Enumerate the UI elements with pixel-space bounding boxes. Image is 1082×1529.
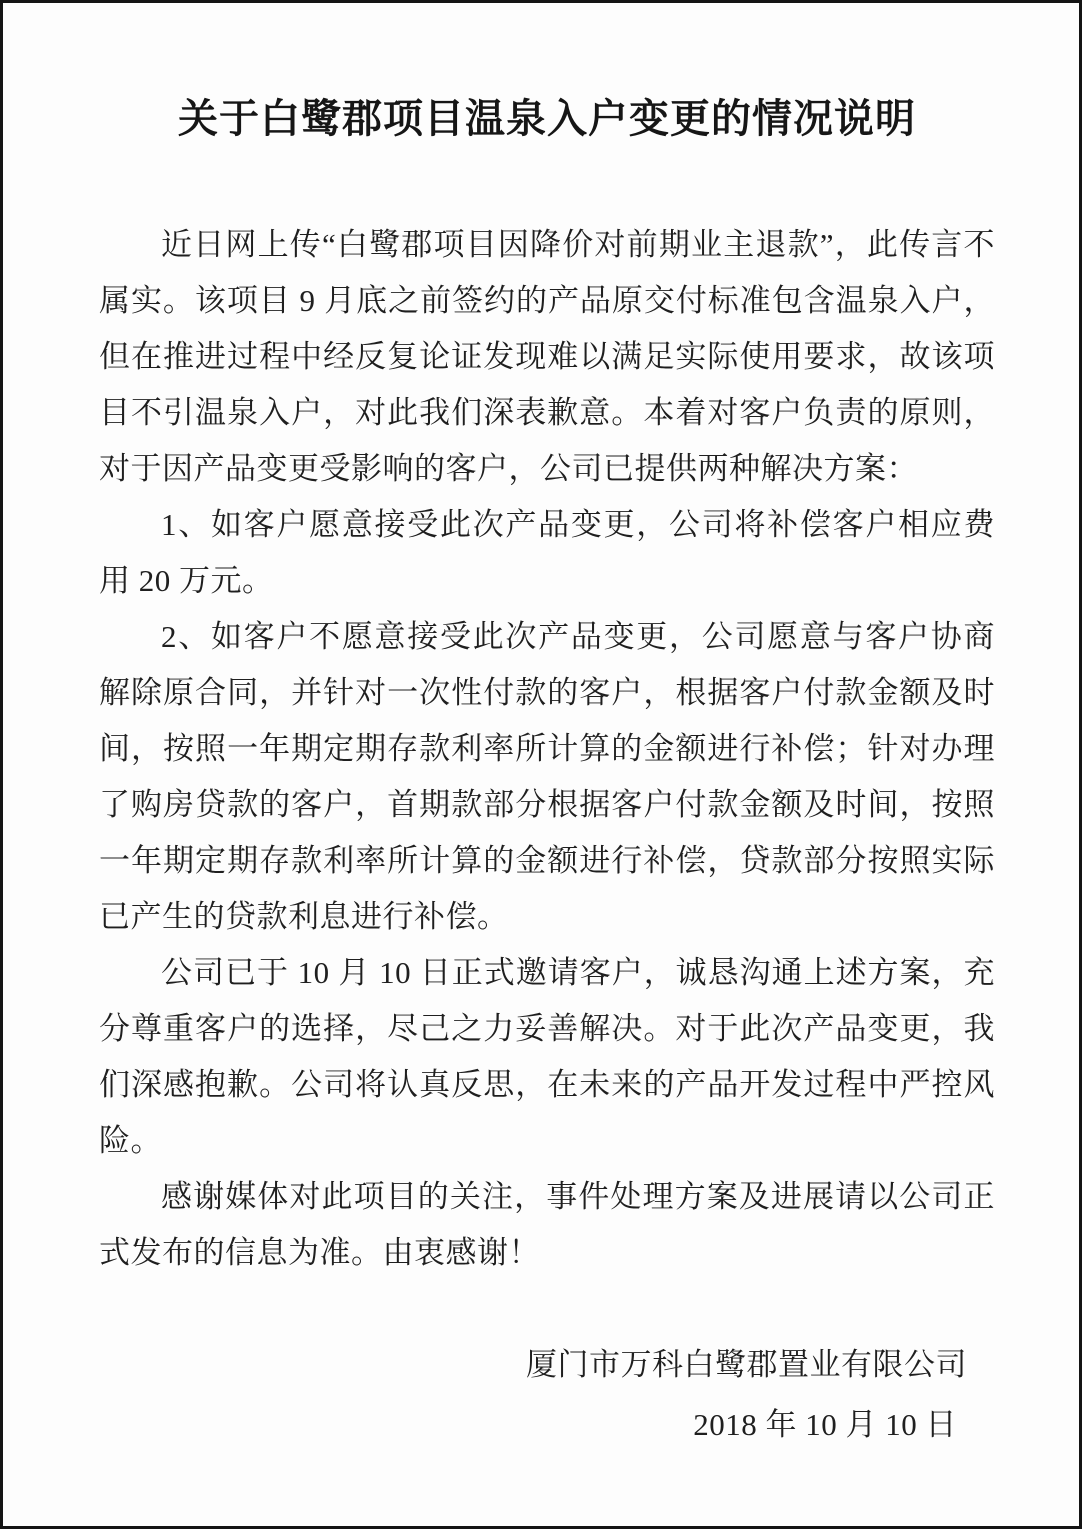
page-title: 关于白鹭郡项目温泉入户变更的情况说明 [178,97,916,141]
document-body [99,217,995,1281]
paragraph-intro: 近日网上传“白鹭郡项目因降价对前期业主退款”，此传言不属实。该项目 9 月底之前签约的产品原交付标准包含温泉入户，但在推进过程中经反复论证发现难以满足实际使用要求，故该项目不引温泉入户，对此我们深表歉意。本着对客户负责的原则，对于因产品变更受影响的客户，公司已提供两种解决方案： [99,227,995,486]
signature-block [99,1335,995,1455]
paragraph-option-2: 2、如客户不愿意接受此次产品变更，公司愿意与客户协商解除原合同，并针对一次性付款的客户，根据客户付款金额及时间，按照一年期定期存款利率所计算的金额进行补偿；针对办理了购房贷款的客户，首期款部分根据客户付款金额及时间，按照一年期定期存款利率所计算的金额进行补偿，贷款部分按照实际已产生的贷款利息进行补偿。 [99,619,995,934]
document-content [3,3,1079,1455]
signature-company: 厦门市万科白鹭郡置业有限公司 [526,1347,967,1382]
signature-date: 2018 年 10 月 10 日 [693,1407,957,1442]
paragraph-option-1: 1、如客户愿意接受此次产品变更，公司将补偿客户相应费用 20 万元。 [99,507,995,598]
paragraph-thanks: 感谢媒体对此项目的关注，事件处理方案及进展请以公司正式发布的信息为准。由衷感谢！ [99,1179,995,1270]
paragraph-communication: 公司已于 10 月 10 日正式邀请客户，诚恳沟通上述方案，充分尊重客户的选择，尽己之力妥善解决。对于此次产品变更，我们深感抱歉。公司将认真反思，在未来的产品开发过程中严控风险。 [99,955,995,1158]
